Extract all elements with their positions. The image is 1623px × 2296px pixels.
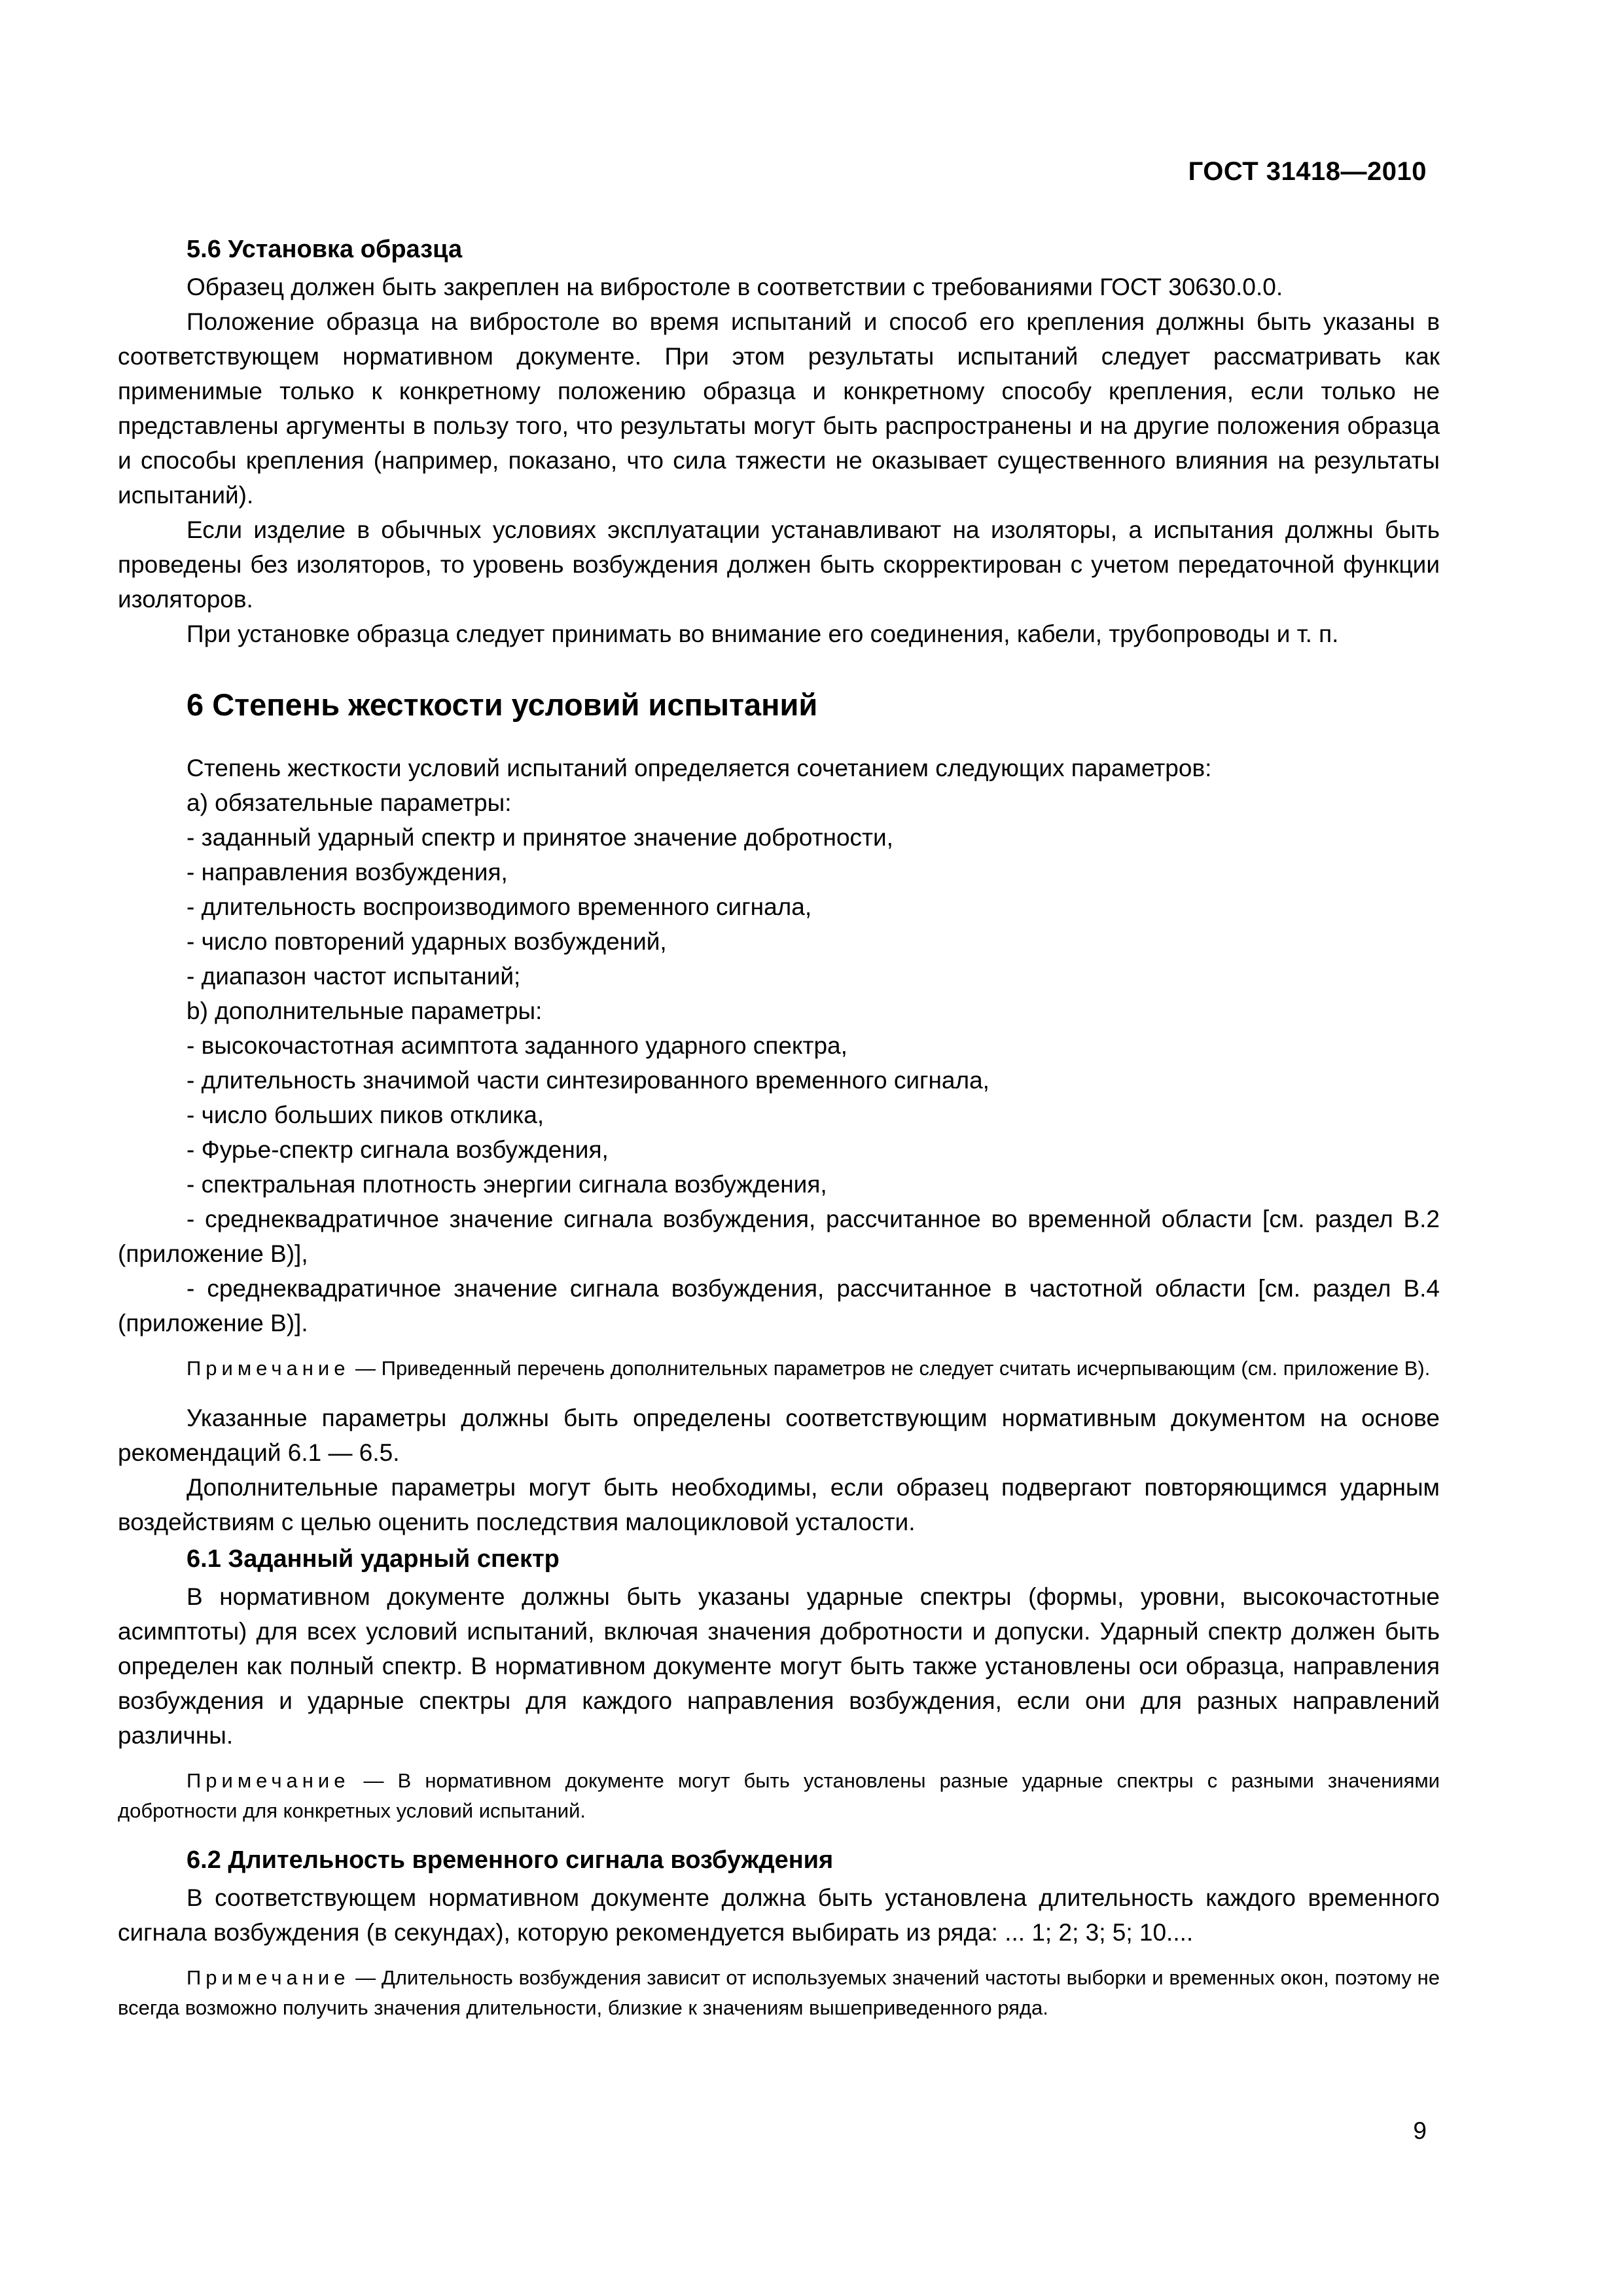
list-item: - длительность воспроизводимого временного сигнала, — [187, 893, 812, 920]
list-label-b: b) дополнительные параметры: — [187, 997, 543, 1024]
section-6-1-heading: 6.1 Заданный ударный спектр — [187, 1545, 560, 1573]
paragraph: Положение образца на вибростоле во время испытаний и способ его крепления должны быть указаны в соответствующем нормативном документе. При этом результаты испытаний следует рассматривать как применимые только к конкретному положению образца и конкретному способу крепления, если только не представлены аргументы в пользу того, что результаты могут быть распространены и на другие положения образца и способы крепления (например, показано, что сила тяжести не оказывает существенного влияния на результаты испытаний). — [118, 308, 1440, 509]
note — [118, 1354, 1440, 1384]
paragraph: Если изделие в обычных условиях эксплуатации устанавливают на изоляторы, а испытания должны быть проведены без изоляторов, то уровень возбуждения должен быть скорректирован с учетом передаточной функции изоляторов. — [118, 516, 1440, 613]
paragraph: Указанные параметры должны быть определены соответствующим нормативным документом на основе рекомендаций 6.1 — 6.5. — [118, 1405, 1440, 1466]
paragraph: При установке образца следует принимать во внимание его соединения, кабели, трубопроводы и т. п. — [187, 620, 1339, 647]
list-item: - Фурье-спектр сигнала возбуждения, — [187, 1136, 609, 1163]
page-content — [118, 232, 1440, 2040]
note — [118, 1766, 1440, 1826]
standard-code: ГОСТ 31418—2010 — [1188, 157, 1427, 186]
list-item: - число больших пиков отклика, — [187, 1102, 544, 1128]
section-6-2-heading: 6.2 Длительность временного сигнала возбуждения — [187, 1846, 834, 1874]
note-text: — В нормативном документе могут быть установлены разные ударные спектры с разными значениями добротности для конкретных условий испытаний. — [118, 1769, 1440, 1822]
list-item: - направления возбуждения, — [187, 859, 508, 886]
section-5-6-heading: 5.6 Установка образца — [187, 236, 463, 263]
list-item: - спектральная плотность энергии сигнала возбуждения, — [187, 1171, 827, 1198]
note-label: Примечание — [187, 1966, 350, 1989]
note — [118, 1963, 1440, 2023]
list-item: - заданный ударный спектр и принятое значение добротности, — [187, 824, 893, 851]
list-item: - число повторений ударных возбуждений, — [187, 928, 667, 955]
paragraph: В соответствующем нормативном документе должна быть установлена длительность каждого временного сигнала возбуждения (в секундах), которую рекомендуется выбирать из ряда: ... 1; 2; 3; 5; 10.... — [118, 1884, 1440, 1946]
list-item: - длительность значимой части синтезированного временного сигнала, — [187, 1067, 990, 1094]
note-label: Примечание — [187, 1769, 350, 1792]
list-item: - диапазон частот испытаний; — [187, 963, 521, 990]
note-label: Примечание — [187, 1357, 350, 1380]
list-label-a: а) обязательные параметры: — [187, 789, 512, 816]
paragraph: Степень жесткости условий испытаний определяется сочетанием следующих параметров: — [187, 755, 1212, 781]
page-number: 9 — [1413, 2117, 1427, 2144]
paragraph: Дополнительные параметры могут быть необходимы, если образец подвергают повторяющимся ударным воздействиям с целью оценить последствия малоцикловой усталости. — [118, 1474, 1440, 1535]
paragraph: Образец должен быть закреплен на вибростоле в соответствии с требованиями ГОСТ 30630.0.0. — [187, 274, 1283, 300]
note-text: — Приведенный перечень дополнительных параметров не следует считать исчерпывающим (см. приложение В). — [349, 1357, 1431, 1380]
section-6-heading: 6 Степень жесткости условий испытаний — [187, 687, 818, 722]
list-item-long: - среднеквадратичное значение сигнала возбуждения, рассчитанное в частотной области [см. раздел В.4 (приложение В)]. — [118, 1275, 1440, 1336]
paragraph: В нормативном документе должны быть указаны ударные спектры (формы, уровни, высокочастотные асимптоты) для всех условий испытаний, включая значения добротности и допуски. Ударный спектр должен быть определен как полный спектр. В нормативном документе могут быть также установлены оси образца, направления возбуждения и ударные спектры для каждого направления возбуждения, если они для разных направлений различны. — [118, 1583, 1440, 1749]
list-item-long: - среднеквадратичное значение сигнала возбуждения, рассчитанное во временной области [см. раздел В.2 (приложение В)], — [118, 1206, 1440, 1267]
list-item: - высокочастотная асимптота заданного ударного спектра, — [187, 1032, 847, 1059]
note-text: — Длительность возбуждения зависит от используемых значений частоты выборки и временных окон, поэтому не всегда возможно получить значения длительности, близкие к значениям вышеприведенного ряда. — [118, 1966, 1440, 2019]
